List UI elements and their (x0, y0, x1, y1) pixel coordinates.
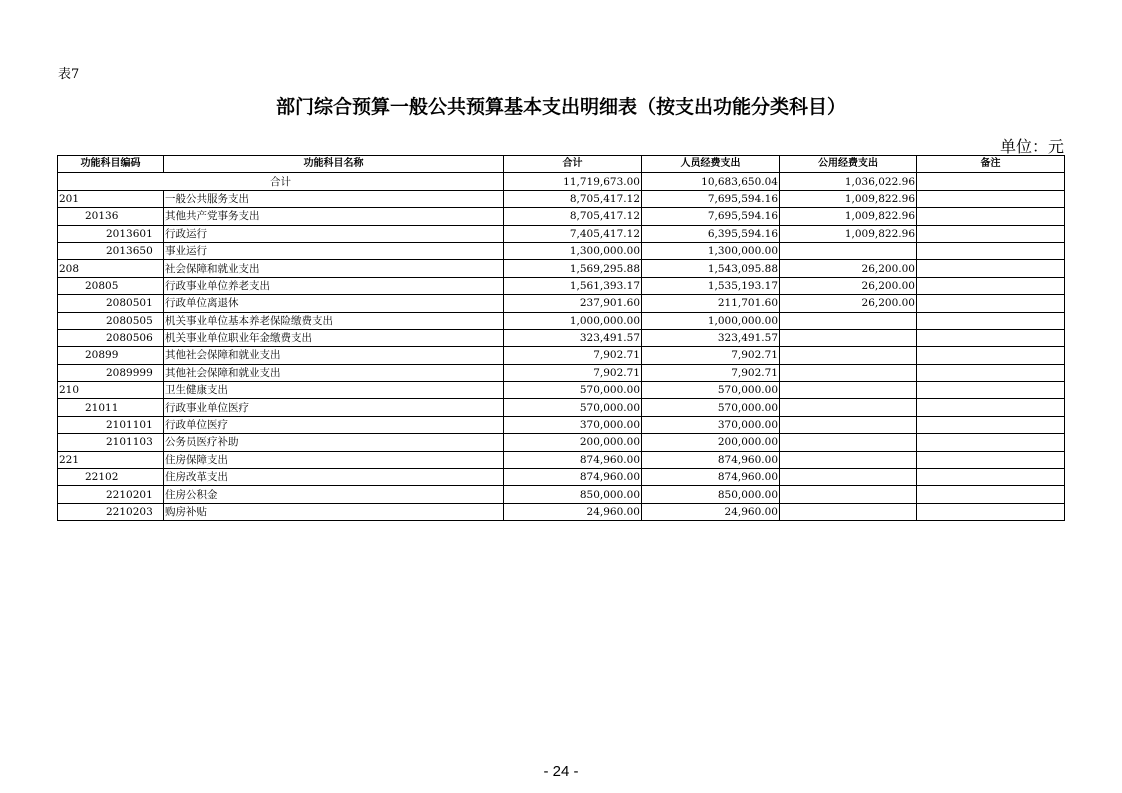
row-personnel: 370,000.00 (642, 416, 780, 433)
table-row (58, 382, 1065, 399)
row-code: 21011 (58, 399, 164, 416)
row-public (780, 399, 917, 416)
row-total: 1,000,000.00 (504, 312, 642, 329)
header-name: 功能科目名称 (164, 156, 504, 173)
row-name: 住房改革支出 (164, 469, 504, 486)
table-row (58, 190, 1065, 207)
row-name: 一般公共服务支出 (164, 190, 504, 207)
row-public (780, 503, 917, 520)
row-public (780, 364, 917, 381)
table-row (58, 225, 1065, 242)
row-public: 1,009,822.96 (780, 225, 917, 242)
row-remark (917, 225, 1065, 242)
total-personnel: 10,683,650.04 (642, 173, 780, 190)
row-public (780, 242, 917, 259)
row-public (780, 382, 917, 399)
row-personnel: 24,960.00 (642, 503, 780, 520)
table-row (58, 451, 1065, 468)
row-code: 2013601 (58, 225, 164, 242)
row-personnel: 7,902.71 (642, 364, 780, 381)
row-public (780, 434, 917, 451)
header-total: 合计 (504, 156, 642, 173)
row-public: 1,009,822.96 (780, 208, 917, 225)
row-code: 210 (58, 382, 164, 399)
row-code: 20899 (58, 347, 164, 364)
page-title: 部门综合预算一般公共预算基本支出明细表（按支出功能分类科目） (275, 96, 846, 118)
row-name: 其他社会保障和就业支出 (164, 364, 504, 381)
row-personnel: 570,000.00 (642, 382, 780, 399)
row-personnel: 874,960.00 (642, 451, 780, 468)
row-name: 机关事业单位基本养老保险缴费支出 (164, 312, 504, 329)
row-code: 2210203 (58, 503, 164, 520)
row-name: 住房公积金 (164, 486, 504, 503)
table-row (58, 503, 1065, 520)
row-name: 卫生健康支出 (164, 382, 504, 399)
row-code: 2080501 (58, 295, 164, 312)
row-public (780, 451, 917, 468)
table-row (58, 416, 1065, 433)
row-public: 26,200.00 (780, 277, 917, 294)
row-personnel: 7,695,594.16 (642, 190, 780, 207)
table-row (58, 347, 1065, 364)
row-remark (917, 277, 1065, 294)
row-total: 7,902.71 (504, 347, 642, 364)
row-personnel: 874,960.00 (642, 469, 780, 486)
row-public (780, 347, 917, 364)
total-remark (917, 173, 1065, 190)
row-total: 8,705,417.12 (504, 190, 642, 207)
row-name: 购房补贴 (164, 503, 504, 520)
header-remark: 备注 (917, 156, 1065, 173)
table-label: 表7 (58, 67, 80, 82)
row-public (780, 329, 917, 346)
row-public (780, 469, 917, 486)
table-row (58, 312, 1065, 329)
row-remark (917, 434, 1065, 451)
unit-label: 单位：元 (999, 137, 1064, 156)
row-name: 社会保障和就业支出 (164, 260, 504, 277)
row-total: 850,000.00 (504, 486, 642, 503)
row-personnel: 1,535,193.17 (642, 277, 780, 294)
row-total: 8,705,417.12 (504, 208, 642, 225)
row-total: 200,000.00 (504, 434, 642, 451)
row-public: 1,009,822.96 (780, 190, 917, 207)
row-public (780, 312, 917, 329)
row-code: 201 (58, 190, 164, 207)
table-row (58, 260, 1065, 277)
header-public: 公用经费支出 (780, 156, 917, 173)
row-code: 20805 (58, 277, 164, 294)
row-public (780, 416, 917, 433)
row-remark (917, 242, 1065, 259)
row-total: 370,000.00 (504, 416, 642, 433)
row-personnel: 323,491.57 (642, 329, 780, 346)
table-row (58, 295, 1065, 312)
row-total: 1,561,393.17 (504, 277, 642, 294)
row-remark (917, 329, 1065, 346)
table-row (58, 434, 1065, 451)
row-code: 2080506 (58, 329, 164, 346)
row-name: 行政单位离退休 (164, 295, 504, 312)
row-name: 行政事业单位养老支出 (164, 277, 504, 294)
row-public: 26,200.00 (780, 260, 917, 277)
row-code: 2089999 (58, 364, 164, 381)
row-remark (917, 347, 1065, 364)
row-remark (917, 486, 1065, 503)
table-row (58, 364, 1065, 381)
table-row (58, 208, 1065, 225)
table-row (58, 469, 1065, 486)
row-name: 其他社会保障和就业支出 (164, 347, 504, 364)
table-row (58, 486, 1065, 503)
row-personnel: 1,300,000.00 (642, 242, 780, 259)
row-remark (917, 312, 1065, 329)
table-row (58, 277, 1065, 294)
row-code: 2101101 (58, 416, 164, 433)
row-total: 323,491.57 (504, 329, 642, 346)
row-total: 7,902.71 (504, 364, 642, 381)
row-remark (917, 451, 1065, 468)
row-remark (917, 503, 1065, 520)
row-personnel: 1,000,000.00 (642, 312, 780, 329)
row-personnel: 7,902.71 (642, 347, 780, 364)
page-number: - 24 - (543, 763, 579, 780)
total-label: 合计 (58, 173, 504, 190)
row-remark (917, 295, 1065, 312)
row-remark (917, 416, 1065, 433)
row-personnel: 1,543,095.88 (642, 260, 780, 277)
row-code: 2210201 (58, 486, 164, 503)
row-code: 20136 (58, 208, 164, 225)
row-code: 221 (58, 451, 164, 468)
row-personnel: 6,395,594.16 (642, 225, 780, 242)
row-code: 208 (58, 260, 164, 277)
row-total: 874,960.00 (504, 451, 642, 468)
row-code: 2080505 (58, 312, 164, 329)
row-name: 事业运行 (164, 242, 504, 259)
row-remark (917, 208, 1065, 225)
row-public (780, 486, 917, 503)
row-code: 22102 (58, 469, 164, 486)
header-personnel: 人员经费支出 (642, 156, 780, 173)
row-name: 行政运行 (164, 225, 504, 242)
row-total: 570,000.00 (504, 399, 642, 416)
row-personnel: 200,000.00 (642, 434, 780, 451)
table-row (58, 242, 1065, 259)
row-personnel: 850,000.00 (642, 486, 780, 503)
row-name: 其他共产党事务支出 (164, 208, 504, 225)
table-row (58, 329, 1065, 346)
row-personnel: 570,000.00 (642, 399, 780, 416)
row-code: 2101103 (58, 434, 164, 451)
row-remark (917, 399, 1065, 416)
row-total: 7,405,417.12 (504, 225, 642, 242)
total-amount: 11,719,673.00 (504, 173, 642, 190)
header-code: 功能科目编码 (58, 156, 164, 173)
row-name: 行政单位医疗 (164, 416, 504, 433)
row-name: 住房保障支出 (164, 451, 504, 468)
row-name: 公务员医疗补助 (164, 434, 504, 451)
row-personnel: 211,701.60 (642, 295, 780, 312)
row-total: 874,960.00 (504, 469, 642, 486)
total-public: 1,036,022.96 (780, 173, 917, 190)
row-total: 1,569,295.88 (504, 260, 642, 277)
row-total: 1,300,000.00 (504, 242, 642, 259)
header-row (58, 156, 1065, 173)
row-code: 2013650 (58, 242, 164, 259)
budget-table (57, 155, 1065, 521)
total-row (58, 173, 1065, 190)
row-public: 26,200.00 (780, 295, 917, 312)
row-remark (917, 382, 1065, 399)
row-remark (917, 364, 1065, 381)
row-remark (917, 260, 1065, 277)
row-name: 行政事业单位医疗 (164, 399, 504, 416)
row-remark (917, 190, 1065, 207)
table-row (58, 399, 1065, 416)
row-personnel: 7,695,594.16 (642, 208, 780, 225)
row-name: 机关事业单位职业年金缴费支出 (164, 329, 504, 346)
row-total: 570,000.00 (504, 382, 642, 399)
row-total: 237,901.60 (504, 295, 642, 312)
row-remark (917, 469, 1065, 486)
row-total: 24,960.00 (504, 503, 642, 520)
